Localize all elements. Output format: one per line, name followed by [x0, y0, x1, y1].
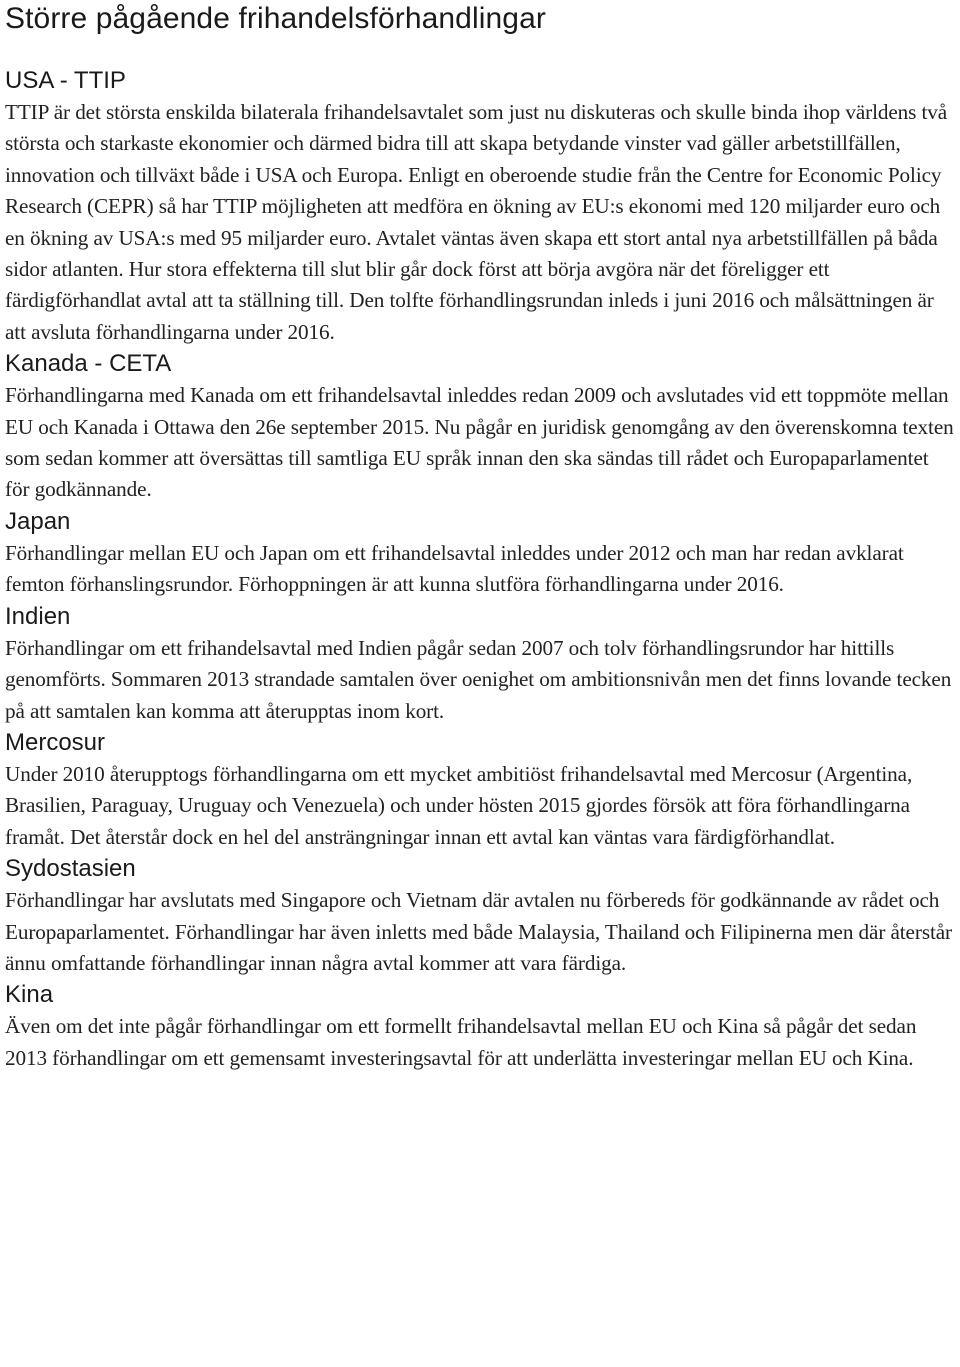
document-page — [5, 0, 957, 1074]
section-body: Under 2010 återupptogs förhandlingarna om ett mycket ambitiöst frihandelsavtal med Mercosur (Argentina, Brasilien, Paraguay, Uruguay och Venezuela) och under hösten 2015 gjordes försök att föra förhandlingarna framåt. Det återstår dock en hel del ansträngningar innan ett avtal kan väntas vara färdigförhandlat. — [5, 761, 913, 849]
section-usa-ttip — [5, 65, 957, 348]
section-sydostasien — [5, 853, 957, 979]
section-heading: Sydostasien — [5, 855, 136, 883]
section-heading: Indien — [5, 602, 71, 630]
section-heading: USA - TTIP — [5, 67, 126, 94]
section-heading: Mercosur — [5, 728, 106, 756]
section-body: Förhandlingar om ett frihandelsavtal med Indien pågår sedan 2007 och tolv förhandlingsrundor har hittills genomförts. Sommaren 2013 strandade samtalen över oenighet om ambitionsnivån men det finns lovande tecken på att samtalen kan komma att återupptas inom kort. — [5, 635, 952, 723]
section-kina — [5, 979, 957, 1074]
section-indien — [5, 601, 957, 727]
section-body: Även om det inte pågår förhandlingar om ett formellt frihandelsavtal mellan EU och Kina så pågår det sedan 2013 förhandlingar om ett gemensamt investeringsavtal för att underlätta investeringar mellan EU och Kina. — [5, 1014, 917, 1070]
section-heading: Kina — [5, 981, 54, 1009]
section-body: Förhandlingar mellan EU och Japan om ett frihandelsavtal inleddes under 2012 och man har redan avklarat femton förhanslingsrundor. Förhoppningen är att kunna slutföra förhandlingarna under 2016. — [5, 540, 904, 597]
section-body: Förhandlingar har avslutats med Singapore och Vietnam där avtalen nu förbereds för godkännande av rådet och Europaparlamentet. Förhandlingar har även inletts med både Malaysia, Thailand och Filipinerna men där återstår ännu omfattande förhandlingar innan några avtal kommer att vara färdiga. — [5, 888, 953, 975]
page-title: Större pågående frihandelsförhandlingar — [5, 2, 546, 35]
section-japan — [5, 506, 957, 601]
section-heading: Kanada - CETA — [5, 350, 172, 378]
section-heading: Japan — [5, 507, 71, 535]
section-mercosur — [5, 727, 957, 853]
section-body: Förhandlingarna med Kanada om ett frihandelsavtal inleddes redan 2009 och avslutades vid ett toppmöte mellan EU och Kanada i Ottawa den 26e september 2015. Nu pågår en juridisk genomgång av den överenskomna texten som sedan kommer att översättas till samtliga EU språk innan den ska sändas till rådet och Europaparlamentet för godkännande. — [5, 383, 954, 502]
section-kanada-ceta — [5, 348, 957, 506]
section-body: TTIP är det största enskilda bilaterala frihandelsavtalet som just nu diskuteras och skulle binda ihop världens två största och starkaste ekonomier och därmed bidra till att skapa betydande vinster vad gäller arbetstillfällen, innovation och tillväxt både i USA och Europa. Enligt en oberoende studie från the Centre for Economic Policy Research (CEPR) så har TTIP möjligheten att medföra en ökning av EU:s ekonomi med 120 miljarder euro och en ökning av USA:s med 95 miljarder euro. Avtalet väntas även skapa ett stort antal nya arbetstillfällen på båda sidor atlanten. Hur stora effekterna till slut blir går dock först att börja avgöra när det föreligger ett färdigförhandlat avtal att ta ställning till. Den tolfte förhandlingsrundan inleds i juni 2016 och målsättningen är att avsluta förhandlingarna under 2016. — [5, 100, 948, 344]
